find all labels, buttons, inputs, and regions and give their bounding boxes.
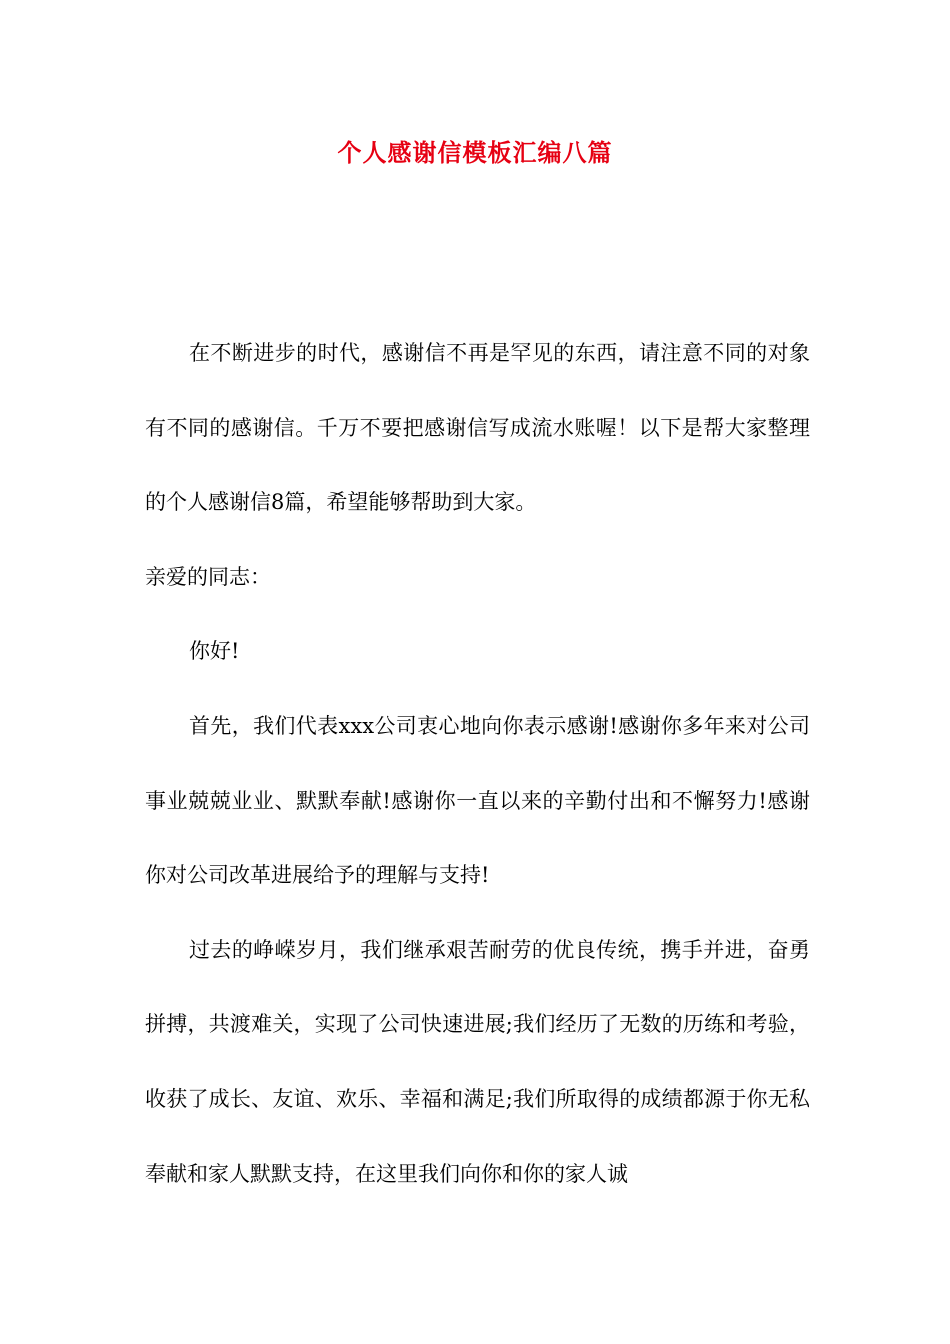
salutation: 亲爱的同志： <box>145 564 271 589</box>
intro-paragraph: 在不断进步的时代，感谢信不再是罕见的东西，请注意不同的对象有不同的感谢信。千万不要把感谢信写成流水账喔！以下是帮大家整理的个人感谢信8篇，希望能够帮助到大家。 <box>145 341 810 515</box>
document-title: 个人感谢信模板汇编八篇 <box>337 138 613 167</box>
greeting: 你好! <box>189 639 240 664</box>
thanks-paragraph: 首先，我们代表xxx公司衷心地向你表示感谢!感谢你多年来对公司事业兢兢业业、默默奉献!感谢你一直以来的辛勤付出和不懈努力!感谢你对公司改革进展给予的理解与支持! <box>145 713 810 888</box>
history-paragraph: 过去的峥嵘岁月，我们继承艰苦耐劳的优良传统，携手并进，奋勇拼搏，共渡难关，实现了公司快速进展;我们经历了无数的历练和考验，收获了成长、友谊、欢乐、幸福和满足;我们所取得的成绩都源于你无私奉献和家人默默支持，在这里我们向你和你的家人诚 <box>145 937 810 1186</box>
document-body <box>145 316 810 1211</box>
